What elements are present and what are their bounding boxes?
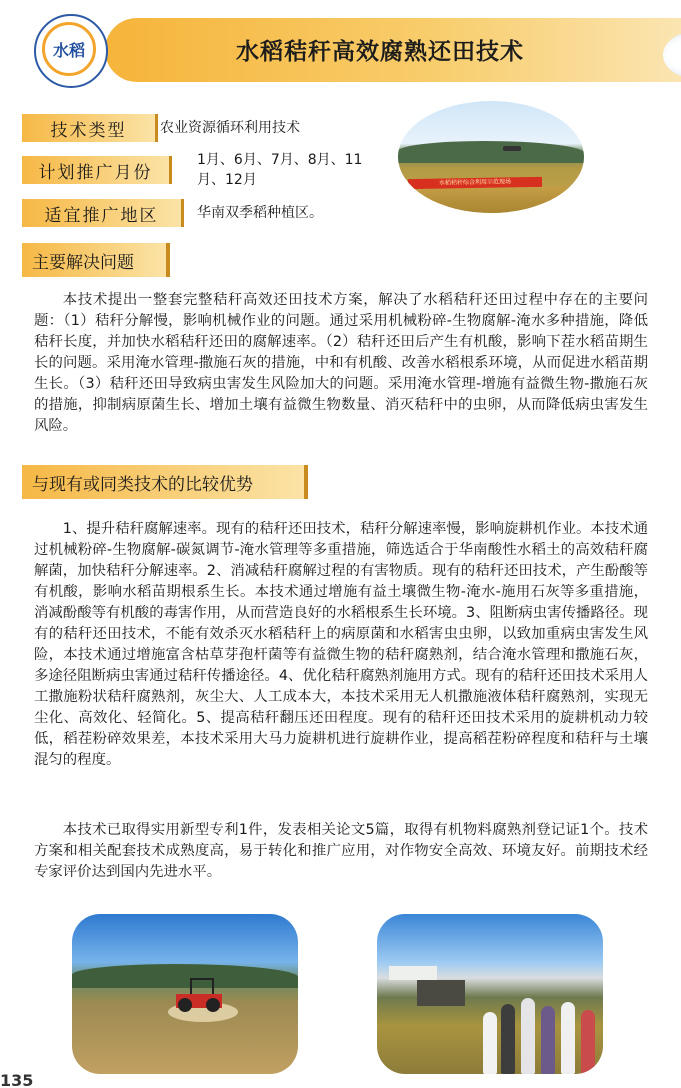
photo-rice-field bbox=[398, 187, 584, 213]
achievements-text: 本技术已取得实用新型专利1件，发表相关论文5篇，取得有机物料腐熟剂登记证1个。技术方案和相关配套技术成熟度高，易于转化和推广应用，对作物安全高效、环境友好。前期技术经专家评价达到国内先进水平。 bbox=[34, 822, 648, 880]
advantages-paragraph bbox=[34, 519, 648, 829]
field-visit-photo bbox=[377, 914, 603, 1074]
category-label: 水稻 bbox=[42, 22, 96, 76]
problems-paragraph bbox=[34, 290, 648, 458]
promotion-month-label: 计划推广月份 bbox=[22, 156, 172, 184]
problems-text: 本技术提出一整套完整秸秆高效还田技术方案，解决了水稻秸秆还田过程中存在的主要问题：（1）秸秆分解慢，影响机械作业的问题。通过采用机械粉碎-生物腐解-淹水多种措施，降低秸秆长度，并加快水稻秸秆还田的腐解速率。（2）秸秆还田后产生有机酸，影响下茬水稻苗期生长的问题。采用淹水管理-撒施石灰的措施，中和有机酸、改善水稻根系环境，从而促进水稻苗期生长。（3）秸秆还田导致病虫害发生风险加大的问题。采用淹水管理-增施有益微生物-撒施石灰的措施，抑制病原菌生长、增加土壤有益微生物数量、消灭秸秆中的虫卵，从而降低病虫害发生风险。 bbox=[34, 292, 648, 434]
photo-drone bbox=[503, 146, 521, 151]
page-number: 135 bbox=[0, 1074, 34, 1088]
photo-mountain bbox=[398, 141, 584, 163]
header-banner-tip bbox=[663, 32, 681, 78]
promotion-region-label: 适宜推广地区 bbox=[22, 199, 184, 227]
promotion-region-value: 华南双季稻种植区。 bbox=[197, 205, 323, 221]
photo-banner: 水稻秸秆综合利用示范现场 bbox=[408, 177, 542, 189]
tractor-icon bbox=[176, 978, 222, 1012]
tractor-field-photo bbox=[72, 914, 298, 1074]
section-heading-advantages: 与现有或同类技术的比较优势 bbox=[22, 465, 308, 499]
tech-type-label: 技术类型 bbox=[22, 114, 158, 142]
field-demo-photo bbox=[398, 101, 584, 213]
crowd-icon bbox=[477, 984, 603, 1074]
photo-building bbox=[389, 966, 437, 980]
page-title: 水稻秸秆高效腐熟还田技术 bbox=[236, 39, 524, 65]
section-heading-problems: 主要解决问题 bbox=[22, 243, 170, 277]
promotion-month-value: 1月、6月、7月、8月、11月、12月 bbox=[197, 152, 363, 188]
harvester-icon bbox=[417, 980, 465, 1006]
tech-type-value: 农业资源循环利用技术 bbox=[160, 120, 300, 136]
achievements-paragraph bbox=[34, 820, 648, 884]
category-badge bbox=[34, 14, 108, 88]
advantages-text: 1、提升秸秆腐解速率。现有的秸秆还田技术，秸秆分解速率慢，影响旋耕机作业。本技术通过机械粉碎-生物腐解-碳氮调节-淹水管理等多重措施，筛选适合于华南酸性水稻土的高效秸秆腐解菌，加快秸秆分解速率。2、消减秸秆腐解过程的有害物质。现有的秸秆还田技术，产生酚酸等有机酸，影响水稻苗期根系生长。本技术通过增施有益土壤微生物-淹水-施用石灰等多重措施，消减酚酸等有机酸的毒害作用，从而营造良好的水稻根系生长环境。3、阻断病虫害传播路径。现有的秸秆还田技术，不能有效杀灭水稻秸秆上的病原菌和水稻害虫虫卵，以致加重病虫害发生风险，本技术通过增施富含枯草芽孢杆菌等有益微生物的秸秆腐熟剂，结合淹水管理和撒施石灰，多途径阻断病虫害通过秸秆传播途径。4、优化秸秆腐熟剂施用方式。现有的秸秆还田技术采用人工撒施粉状秸秆腐熟剂，灰尘大、人工成本大，本技术采用无人机撒施液体秸秆腐熟剂，实现无尘化、高效化、轻简化。5、提高秸秆翻压还田程度。现有的秸秆还田技术采用的旋耕机动力较低，稻茬粉碎效果差，本技术采用大马力旋耕机进行旋耕作业，提高稻茬粉碎程度和秸秆与土壤混匀的程度。 bbox=[34, 521, 648, 768]
